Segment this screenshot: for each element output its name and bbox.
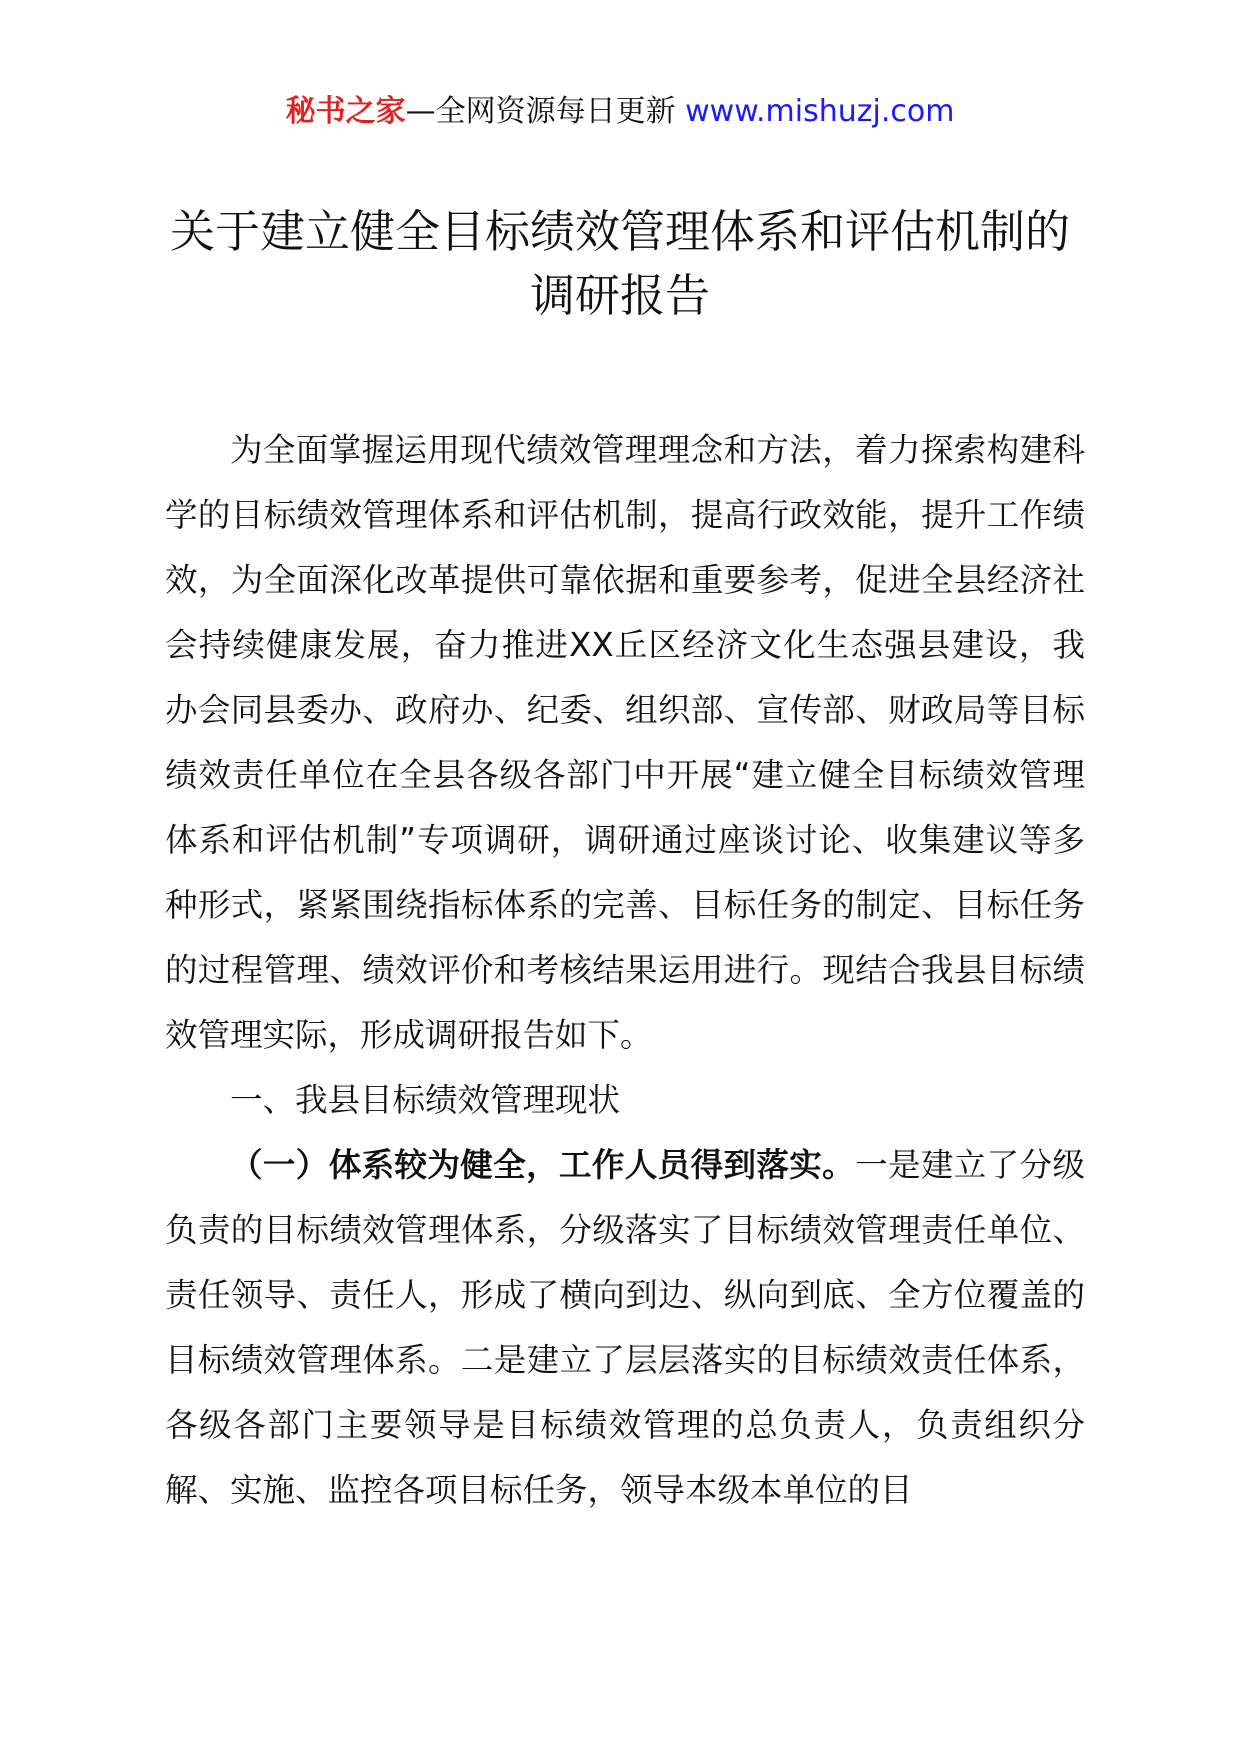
intro-paragraph: 为全面掌握运用现代绩效管理理念和方法，着力探索构建科学的目标绩效管理体系和评估机制，提高行政效能，提升工作绩效，为全面深化改革提供可靠依据和重要参考，促进全县经济社会持续健康发展，奋力推进XX丘区经济文化生态强县建设，我办会同县委办、政府办、纪委、组织部、宣传部、财政局等目标绩效责任单位在全县各级各部门中开展“建立健全目标绩效管理体系和评估机制”专项调研，调研通过座谈讨论、收集建议等多种形式，紧紧围绕指标体系的完善、目标任务的制定、目标任务的过程管理、绩效评价和考核结果运用进行。现结合我县目标绩效管理实际，形成调研报告如下。 [165,431,1085,1054]
document-title [110,200,1130,328]
site-header [0,92,1240,132]
site-url-link[interactable]: www.mishuzj.com [685,94,955,129]
document-body [165,418,1085,1523]
subsection-paragraph [165,1133,1085,1523]
title-line-2: 调研报告 [529,269,710,322]
section-heading: 一、我县目标绩效管理现状 [230,1081,621,1119]
subsection-lead: （一）体系较为健全，工作人员得到落实。 [230,1146,856,1184]
subsection-body: 一是建立了分级负责的目标绩效管理体系，分级落实了目标绩效管理责任单位、责任领导、责任人，形成了横向到边、纵向到底、全方位覆盖的目标绩效管理体系。二是建立了层层落实的目标绩效责任体系，各级各部门主要领导是目标绩效管理的总负责人，负责组织分解、实施、监控各项目标任务，领导本级本单位的目 [165,1146,1085,1509]
title-line-1: 关于建立健全目标绩效管理体系和评估机制的 [169,205,1070,258]
brand-name: 秘书之家 [285,94,406,129]
header-tagline: —全网资源每日更新 [405,94,686,129]
